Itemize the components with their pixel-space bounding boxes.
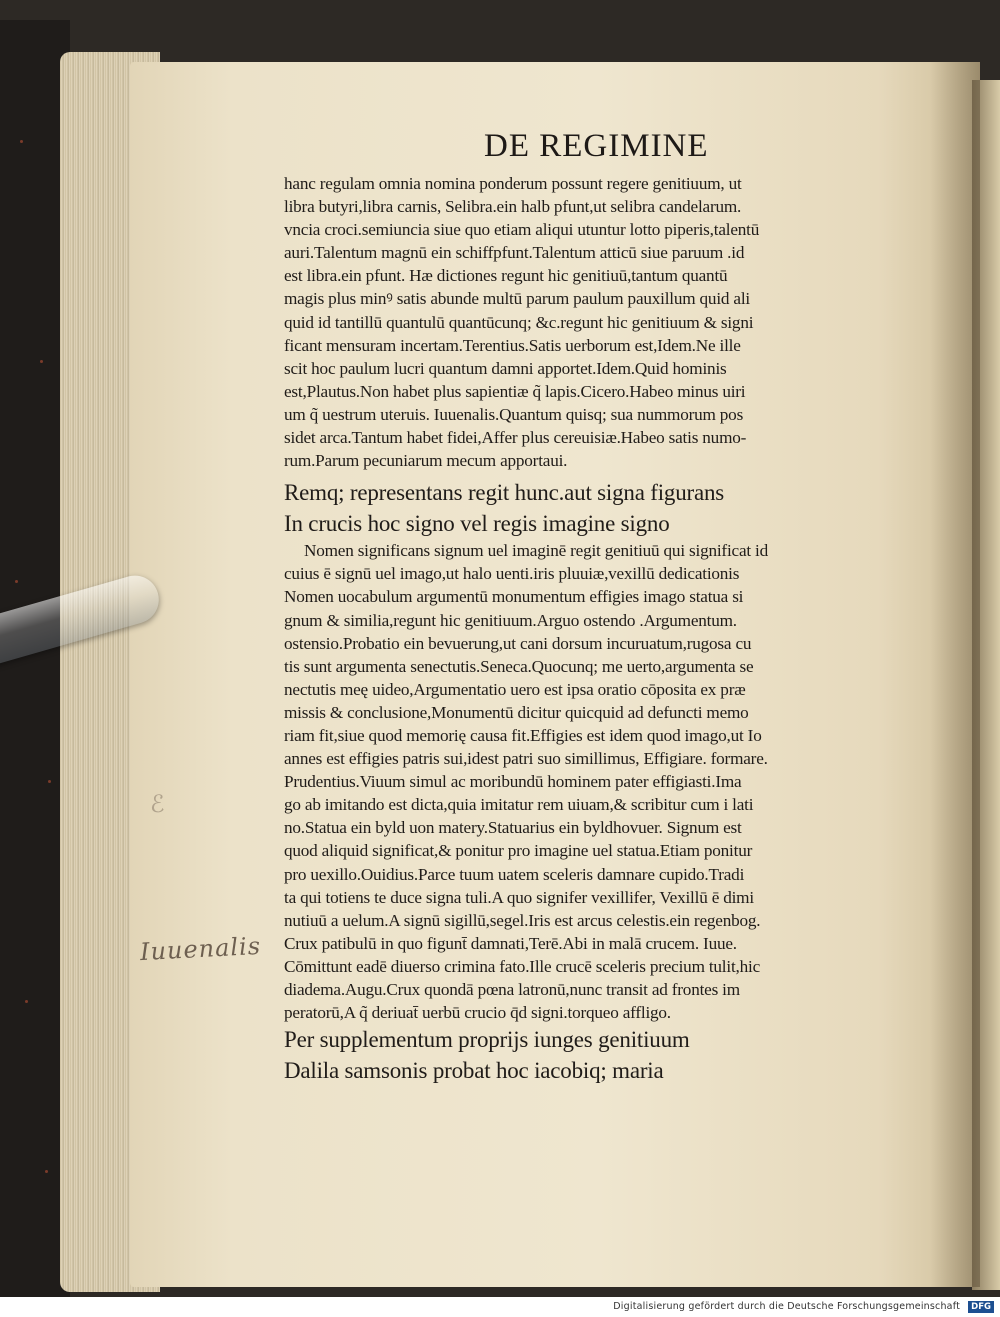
text-line: vncia croci.semiuncia siue quo etiam aliqui utuntur lotto piperis,talentū (284, 220, 760, 240)
gutter-shadow (930, 62, 980, 1287)
text-line: rum.Parum pecuniarum mecum apportaui. (284, 451, 568, 471)
marginalia-handwritten: Iuuenalis (139, 931, 262, 967)
text-line: um q̃ uestrum uteruis. Iuuenalis.Quantum quisq; sua nummorum pos (284, 404, 744, 424)
text-line: riam fit,siue quod memorię causa fit.Effigies est idem quod imago,ut Io (284, 725, 762, 745)
text-line: nutiuū a uelum.A signū sigillū,segel.Iris est arcus celestis.ein regenbog. (284, 910, 761, 930)
verse-section-2 (284, 1024, 906, 1086)
text-line: quid id tantillū quantulū quantūcunq; &c.regunt hic genitiuum & signi (284, 312, 754, 332)
footer-bar (0, 1297, 1000, 1317)
text-line: Cōmittunt eadē diuerso crimina fato.Ille crucē sceleris precium tulit,hic (284, 956, 761, 976)
text-line: annes est effigies patris sui,idest patri suo simillimus, Effigiare. formare. (284, 749, 768, 769)
page-text (284, 172, 906, 1086)
footer-credit: Digitalisierung gefördert durch die Deutsche Forschungsgemeinschaft (613, 1301, 960, 1312)
text-line: pro uexillo.Ouidius.Parce tuum uatem sceleris damnare cupido.Tradi (284, 864, 745, 884)
dfg-logo: DFG (968, 1301, 994, 1313)
text-line: libra butyri,libra carnis, Selibra.ein halb pfunt,ut selibra candelarum. (284, 197, 742, 217)
text-line: nectutis meę uideo,Argumentatio uero est ipsa oratio cōposita ex præ (284, 679, 746, 699)
text-line: est libra.ein pfunt. Hæ dictiones regunt hic genitiuū,tantum quantū (284, 266, 728, 286)
running-head: DE REGIMINE (484, 128, 709, 164)
text-line: magis plus minꝰ satis abunde multū parum paulum pauxillum quid ali (284, 289, 750, 309)
text-line: tis sunt argumenta senectutis.Seneca.Quocunq; me uerto,argumenta se (284, 656, 754, 676)
text-line: hanc regulam omnia nomina ponderum possunt regere genitiuum, ut (284, 174, 742, 193)
text-line: gnum & similia,regunt hic genitiuum.Arguo ostendo .Argumentum. (284, 610, 737, 630)
text-line: Crux patibulū in quo figunt̄ damnati,Terē.Abi in malā crucem. Iuue. (284, 933, 737, 953)
text-line: quod aliquid significat,& ponitur pro imagine uel statua.Etiam ponitur (284, 841, 753, 861)
text-line: scit hoc paulum lucri quantum damni apportet.Idem.Quid hominis (284, 358, 727, 378)
text-line: peratorū,A q̃ deriuat̄ uerbū crucio q̄d signi.torqueo affligo. (284, 1003, 671, 1023)
text-line: diadema.Augu.Crux quondā pœna latronū,nunc transit ad frontes im (284, 980, 740, 999)
text-line: no.Statua ein byld uon matery.Statuarius ein byldhovuer. Signum est (284, 818, 742, 838)
text-line: cuius ē signū uel imago,ut halo uenti.iris pluuiæ,vexillū dedicationis (284, 564, 740, 584)
verse-line: Remq; representans regit hunc.aut signa figurans (284, 480, 725, 506)
text-line: Nomen significans signum uel imaginē regit genitiuū qui significat id (304, 541, 769, 561)
margin-scribble: ℰ (150, 790, 165, 818)
verse-line: Dalila samsonis probat hoc iacobiq; maria (284, 1058, 664, 1084)
verse-section-1 (284, 477, 906, 539)
verse-line: In crucis hoc signo vel regis imagine signo (284, 511, 670, 537)
prose-section-1 (284, 172, 906, 472)
text-line: ficant mensuram incertam.Terentius.Satis uerborum est,Idem.Ne ille (284, 335, 741, 355)
verse-line: Per supplementum proprijs iunges genitiuum (284, 1027, 690, 1053)
text-line: est,Plautus.Non habet plus sapientiæ q̃ lapis.Cicero.Habeo minus uiri (284, 381, 746, 401)
text-line: missis & conclusione,Monumentū dicitur quicquid ad defuncti memo (284, 702, 749, 722)
text-line: ta qui totiens te duce signa tuli.A quo signifer vexillifer, Vexillū ē dimi (284, 887, 754, 907)
text-line: Prudentius.Viuum simul ac moribundū hominem pater effigiasti.Ima (284, 772, 742, 792)
text-line: go ab imitando est dicta,quia imitatur rem uiuam,& scribitur cum i lati (284, 795, 754, 815)
text-line: auri.Talentum magnū ein schiffpfunt.Talentum atticū siue paruum .id (284, 243, 745, 263)
prose-section-2 (284, 539, 906, 1024)
text-line: sidet arca.Tantum habet fidei,Affer plus cereuisiæ.Habeo satis numo- (284, 428, 747, 448)
text-line: ostensio.Probatio ein bevuerung,ut cani dorsum incuruatum,rugosa cu (284, 633, 752, 653)
text-line: Nomen uocabulum argumentū monumentum effigies imago statua si (284, 587, 744, 607)
